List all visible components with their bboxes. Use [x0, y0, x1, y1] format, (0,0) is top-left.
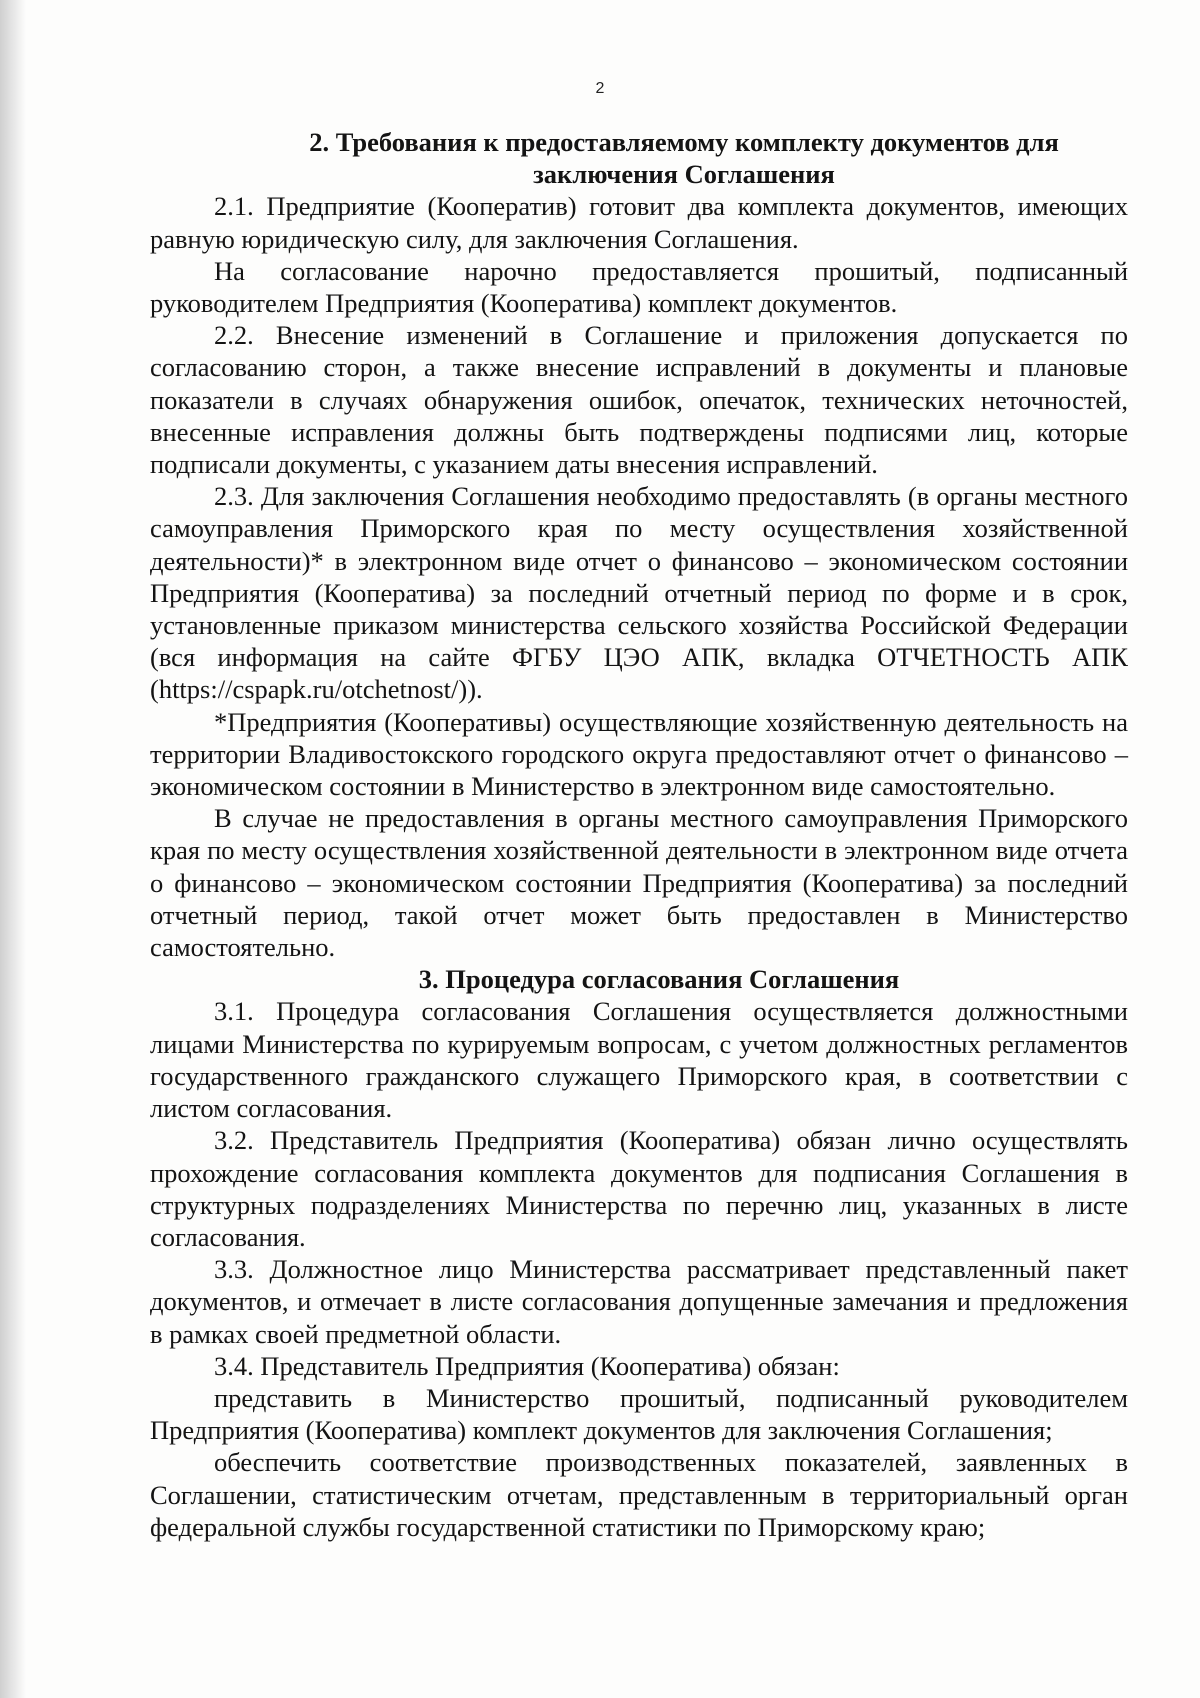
paragraph-2-3-alternative: В случае не предоставления в органы местного самоуправления Приморского края по месту осуществления хозяйственной деятельности в электронном виде отчета о финансово – экономическом состоянии Предприятия (Кооператива) за последний отчетный период, такой отчет может быть предоставлен в Министерство самостоятельно. [150, 803, 1128, 963]
paragraph-2-3: 2.3. Для заключения Соглашения необходимо предоставлять (в органы местного самоуправления Приморского края по месту осуществления хозяйственной деятельности)* в электронном виде отчет о финансово – экономическом состоянии Предприятия (Кооператива) за последний отчетный период по форме и в срок, установленные приказом министерства сельского хозяйства Российской Федерации (вся информация на сайте ФГБУ ЦЭО АПК, вкладка ОТЧЕТНОСТЬ АПК (https://cspapk.ru/otchetnost/)). [150, 481, 1128, 705]
section-3-heading: 3. Процедура согласования Соглашения [418, 964, 900, 995]
paragraph-3-1: 3.1. Процедура согласования Соглашения осуществляется должностными лицами Министерства по курируемым вопросам, с учетом должностных регламентов государственного гражданского служащего Приморского края, в соответствии с листом согласования. [150, 996, 1128, 1124]
section-2-heading-line-2: заключения Соглашения [533, 159, 835, 190]
paragraph-3-2: 3.2. Представитель Предприятия (Кооператива) обязан лично осуществлять прохождение согласования комплекта документов для подписания Соглашения в структурных подразделениях Министерства по перечню лиц, указанных в листе согласования. [150, 1125, 1128, 1252]
paragraph-2-2: 2.2. Внесение изменений в Соглашение и приложения допускается по согласованию сторон, а также внесение исправлений в документы и плановые показатели в случаях обнаружения ошибок, опечаток, технических неточностей, внесенные исправления должны быть подтверждены подписями лиц, которые подписали документы, с указанием даты внесения исправлений. [150, 320, 1128, 480]
paragraph-2-1: 2.1. Предприятие (Кооператив) готовит два комплекта документов, имеющих равную юридическую силу, для заключения Соглашения. [150, 191, 1128, 254]
paragraph-2-1-note: На согласование нарочно предоставляется прошитый, подписанный руководителем Предприятия (Кооператива) комплект документов. [150, 255, 1128, 319]
paragraph-3-3: 3.3. Должностное лицо Министерства рассматривает представленный пакет документов, и отмечает в листе согласования допущенные замечания и предложения в рамках своей предметной области. [150, 1254, 1128, 1349]
paragraph-2-3-footnote: *Предприятия (Кооперативы) осуществляющие хозяйственную деятельность на территории Владивостокского городского округа предоставляют отчет о финансово – экономическом состоянии в Министерство в электронном виде самостоятельно. [150, 706, 1128, 802]
paragraph-3-4-item-2: обеспечить соответствие производственных показателей, заявленных в Соглашении, статистическим отчетам, представленным в территориальный орган федеральной службы государственной статистики по Приморскому краю; [150, 1447, 1128, 1542]
section-2-heading-line-1: 2. Требования к предоставляемому комплекту документов для [309, 127, 1059, 157]
scan-edge-shadow [0, 0, 26, 1698]
paragraph-3-4-item-1: представить в Министерство прошитый, подписанный руководителем Предприятия (Кооператива) комплект документов для заключения Соглашения; [150, 1382, 1128, 1446]
paragraph-3-4: 3.4. Представитель Предприятия (Кооператива) обязан: [214, 1350, 840, 1381]
page-number: 2 [595, 80, 605, 97]
document-body [150, 126, 1128, 1543]
